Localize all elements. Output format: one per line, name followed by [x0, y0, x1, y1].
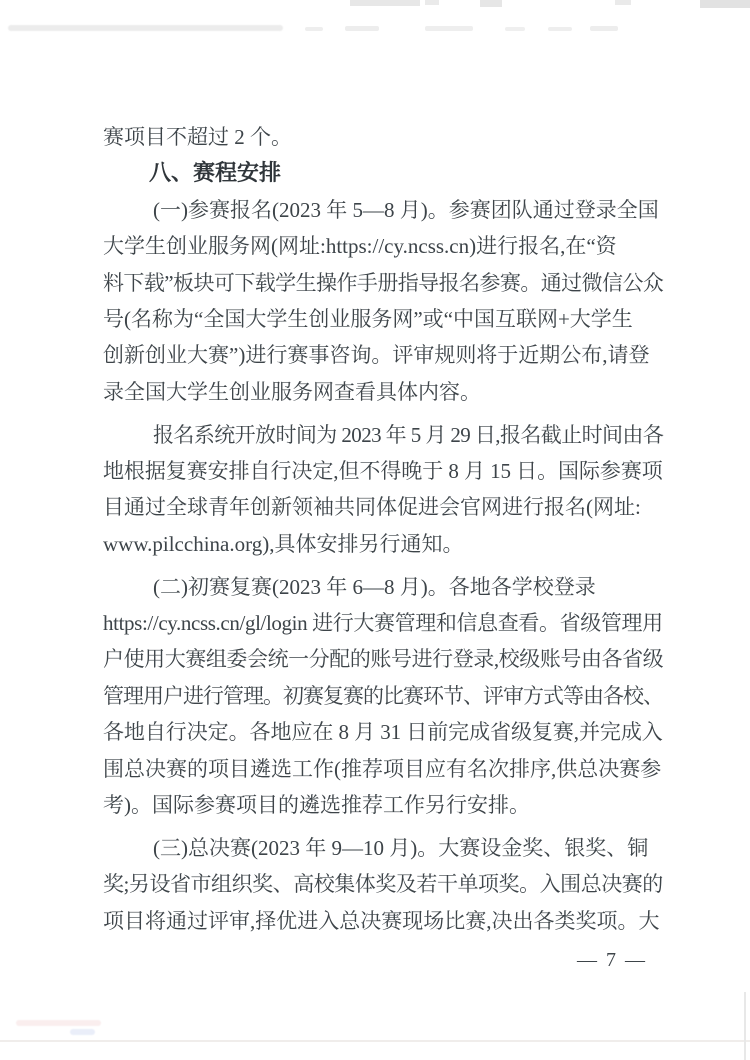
scan-artifact	[590, 26, 618, 31]
scan-artifact	[8, 25, 283, 31]
text-line: 料下载”板块可下载学生操作手册指导报名参赛。通过微信公众	[103, 270, 664, 295]
scan-artifact	[16, 1020, 101, 1026]
text-line: 大学生创业服务网(网址:https://cy.ncss.cn)进行报名,在“资	[103, 234, 617, 259]
text-line: 户使用大赛组委会统一分配的账号进行登录,校级账号由各省级	[103, 647, 664, 672]
text-line: 围总决赛的项目遴选工作(推荐项目应有名次排序,供总决赛参	[103, 756, 662, 781]
text-line: 创新创业大赛”)进行赛事咨询。评审规则将于近期公布,请登	[103, 343, 650, 368]
text-line: (一)参赛报名(2023 年 5—8 月)。参赛团队通过登录全国	[153, 197, 659, 222]
scan-artifact	[548, 27, 572, 31]
scan-artifact	[425, 0, 439, 5]
scan-artifact	[305, 27, 323, 31]
page-number: — 7 —	[577, 949, 647, 971]
text-line: (二)初赛复赛(2023 年 6—8 月)。各地各学校登录	[153, 574, 596, 599]
scan-artifact	[615, 0, 631, 5]
text-line: 赛项目不超过 2 个。	[103, 125, 292, 149]
text-line: 录全国大学生创业服务网查看具体内容。	[103, 379, 481, 404]
text-line: 各地自行决定。各地应在 8 月 31 日前完成省级复赛,并完成入	[103, 720, 663, 745]
text-line: 地根据复赛安排自行决定,但不得晚于 8 月 15 日。国际参赛项	[103, 459, 663, 484]
text-line: 奖;另设省市组织奖、高校集体奖及若干单项奖。入围总决赛的	[103, 872, 663, 897]
text-line: (三)总决赛(2023 年 9—10 月)。大赛设金奖、银奖、铜	[153, 835, 649, 860]
scan-artifact	[505, 27, 525, 31]
scan-edge-line	[744, 992, 746, 1060]
text-line: 报名系统开放时间为 2023 年 5 月 29 日,报名截止时间由各	[153, 422, 664, 447]
text-line: www.pilcchina.org),具体安排另行通知。	[103, 531, 464, 556]
scan-artifact	[700, 0, 750, 8]
scan-edge-line	[0, 1040, 750, 1042]
scan-artifact	[70, 1029, 95, 1035]
text-line: 目通过全球青年创新领袖共同体促进会官网进行报名(网址:	[103, 495, 641, 520]
section-heading: 八、赛程安排	[149, 160, 282, 186]
scan-artifact	[350, 0, 420, 6]
scan-artifact	[480, 0, 502, 7]
text-line: 号(名称为“全国大学生创业服务网”或“中国互联网+大学生	[103, 306, 633, 331]
document-body	[103, 119, 663, 939]
text-line: 管理用户进行管理。初赛复赛的比赛环节、评审方式等由各校、	[103, 683, 663, 708]
text-line: 考)。国际参赛项目的遴选推荐工作另行安排。	[103, 793, 530, 818]
scan-artifact	[425, 26, 473, 31]
text-line: https://cy.ncss.cn/gl/login 进行大赛管理和信息查看。省级管理用	[103, 611, 663, 636]
text-line: 项目将通过评审,择优进入总决赛现场比赛,决出各类奖项。大	[103, 908, 660, 933]
scan-artifact	[345, 26, 379, 31]
